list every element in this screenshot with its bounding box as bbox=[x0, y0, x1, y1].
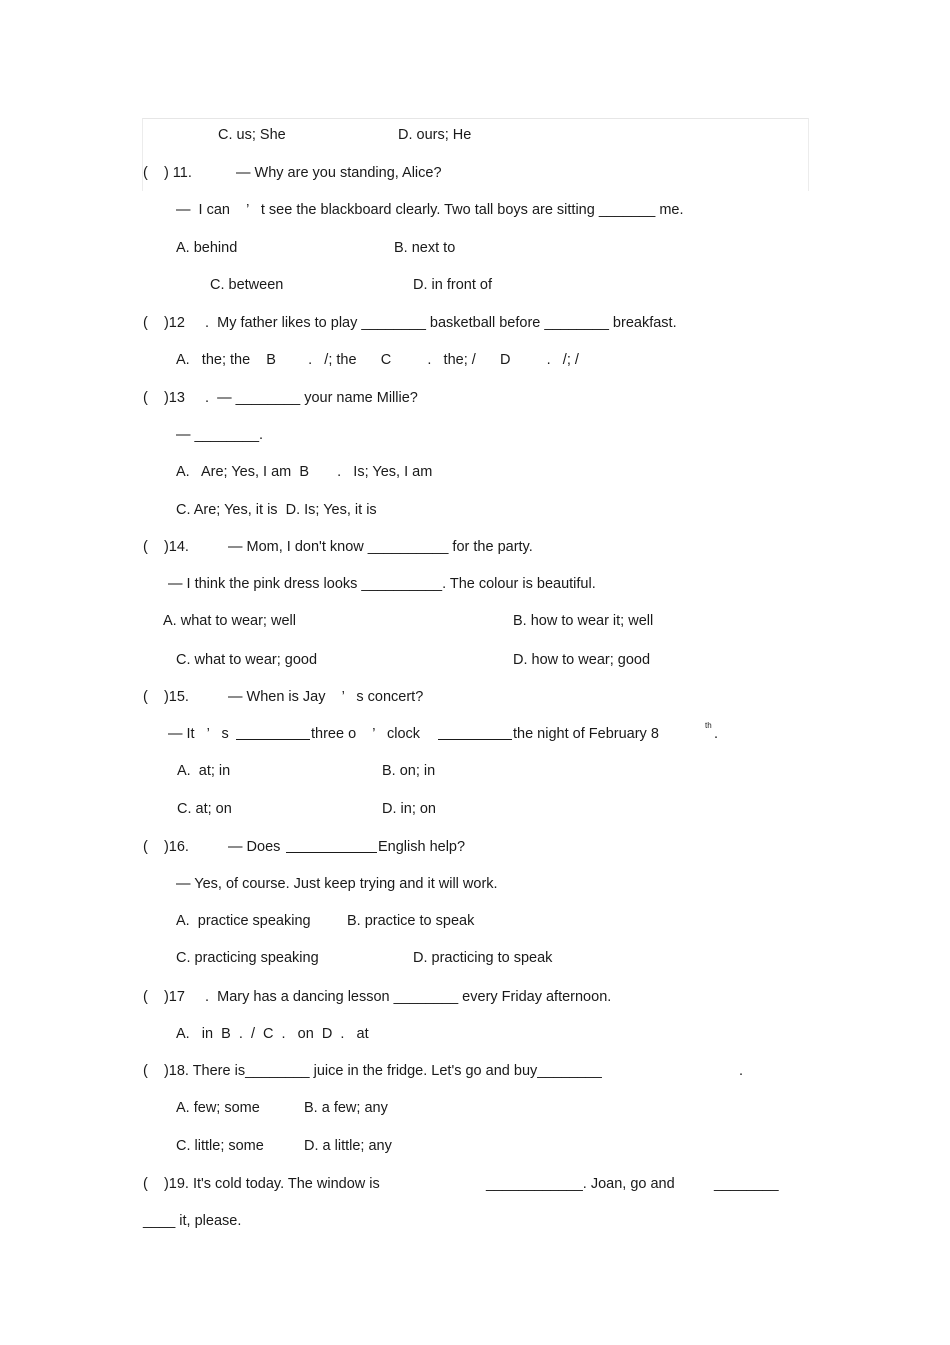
question-11-number: ( ) 11. bbox=[143, 165, 192, 181]
question-15-reply-start: — It ’ s bbox=[168, 726, 229, 742]
question-15-number: ( )15. bbox=[143, 689, 189, 705]
options-q13-ab: A. Are; Yes, I am B . Is; Yes, I am bbox=[176, 464, 433, 480]
option-d-q14: D. how to wear; good bbox=[513, 652, 651, 668]
question-15-blank-2 bbox=[438, 727, 512, 744]
ordinal-suffix: th bbox=[705, 721, 712, 730]
option-b-q18: B. a few; any bbox=[304, 1100, 388, 1116]
option-a-q11: A. behind bbox=[176, 240, 238, 256]
options-q17: A. in B . / C . on D . at bbox=[176, 1026, 369, 1042]
question-17: ( )17 . Mary has a dancing lesson ________ every Friday afternoon. bbox=[143, 989, 612, 1005]
option-a-q14: A. what to wear; well bbox=[163, 613, 296, 629]
question-11-prompt: — Why are you standing, Alice? bbox=[236, 165, 442, 181]
question-16-number: ( )16. bbox=[143, 839, 189, 855]
option-c-q15: C. at; on bbox=[177, 801, 232, 817]
option-c-q11: C. between bbox=[210, 277, 284, 293]
question-18: ( )18. There is________ juice in the fridge. Let's go and buy________ bbox=[143, 1063, 602, 1079]
option-a-q18: A. few; some bbox=[176, 1100, 260, 1116]
option-d-q15: D. in; on bbox=[382, 801, 436, 817]
question-19: ( )19. It's cold today. The window is bbox=[143, 1176, 380, 1192]
question-16-reply: — Yes, of course. Just keep trying and it will work. bbox=[176, 876, 498, 892]
option-c-q16: C. practicing speaking bbox=[176, 950, 319, 966]
option-b-q16: B. practice to speak bbox=[347, 913, 475, 929]
question-16-blank bbox=[286, 840, 377, 857]
question-14-reply: — I think the pink dress looks __________. The colour is beautiful. bbox=[168, 576, 596, 592]
option-d-q11: D. in front of bbox=[413, 277, 492, 293]
question-16-prompt-start: — Does bbox=[228, 839, 281, 855]
option-c-q18: C. little; some bbox=[176, 1138, 264, 1154]
option-c-q10: C. us; She bbox=[218, 127, 286, 143]
option-d-q18: D. a little; any bbox=[304, 1138, 392, 1154]
option-a-q15: A. at; in bbox=[177, 763, 231, 779]
question-15-prompt: — When is Jay ’ s concert? bbox=[228, 689, 424, 705]
option-c-q14: C. what to wear; good bbox=[176, 652, 318, 668]
options-q12: A. the; the B . /; the C . the; / D . /; / bbox=[176, 352, 579, 368]
option-a-q16: A. practice speaking bbox=[176, 913, 311, 929]
question-15-reply-end: the night of February 8 bbox=[513, 726, 659, 742]
question-19-middle: ____________. Joan, go and bbox=[486, 1176, 675, 1192]
question-14-number: ( )14. bbox=[143, 539, 189, 555]
question-13-reply: — ________. bbox=[176, 427, 264, 443]
question-16-prompt-end: English help? bbox=[378, 839, 466, 855]
question-11-reply: — I can ’ t see the blackboard clearly. Two tall boys are sitting _______ me. bbox=[176, 202, 684, 218]
question-19-continuation: ____ it, please. bbox=[143, 1213, 242, 1229]
option-b-q11: B. next to bbox=[394, 240, 456, 256]
question-14-prompt: — Mom, I don't know __________ for the party. bbox=[228, 539, 533, 555]
options-q13-cd: C. Are; Yes, it is D. Is; Yes, it is bbox=[176, 502, 377, 518]
option-b-q14: B. how to wear it; well bbox=[513, 613, 654, 629]
option-d-q10: D. ours; He bbox=[398, 127, 472, 143]
question-19-blank: ________ bbox=[714, 1176, 779, 1192]
question-12: ( )12 . My father likes to play ________ basketball before ________ breakfast. bbox=[143, 315, 677, 331]
question-15-reply-middle: three o ’ clock bbox=[311, 726, 421, 742]
option-d-q16: D. practicing to speak bbox=[413, 950, 553, 966]
question-15-blank-1 bbox=[236, 727, 310, 744]
option-b-q15: B. on; in bbox=[382, 763, 436, 779]
question-18-period: . bbox=[739, 1063, 744, 1079]
question-15-period: . bbox=[714, 726, 719, 742]
question-13: ( )13 . — ________ your name Millie? bbox=[143, 390, 418, 406]
